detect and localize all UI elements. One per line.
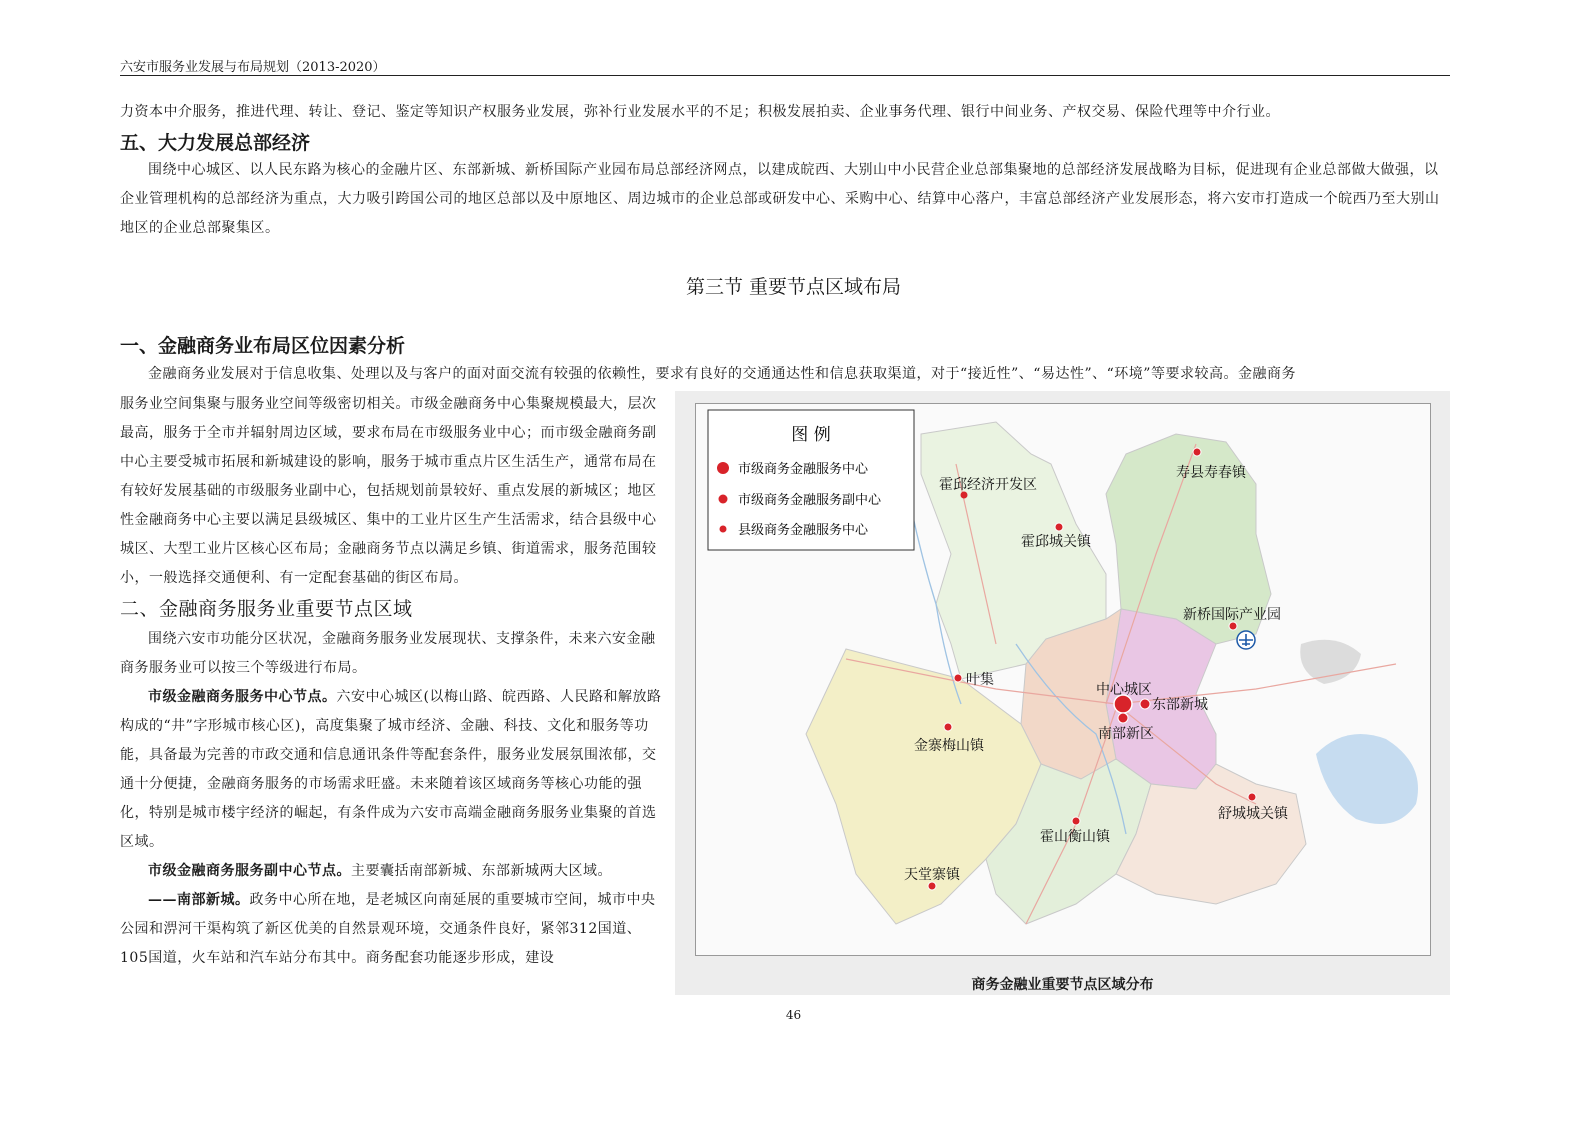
airport-icon (1237, 631, 1255, 649)
map-figure (675, 391, 1450, 995)
node-jinzhai (944, 723, 952, 731)
figure-caption: 商务金融业重要节点区域分布 (971, 977, 1154, 993)
heading-part2: 二、金融商务服务业重要节点区域 (120, 598, 413, 620)
label-center: 中心城区 (1096, 682, 1152, 698)
map-legend (708, 410, 914, 550)
running-header: 六安市服务业发展与布局规划（2013-2020） (120, 60, 386, 75)
legend-title: 图 例 (791, 425, 831, 445)
left-column (120, 390, 665, 973)
part2-paragraph-3 (120, 857, 665, 886)
part2-paragraph-2 (120, 683, 665, 857)
header-rule (120, 75, 1450, 76)
label-south: 南部新区 (1098, 726, 1154, 742)
node-shucheng (1248, 793, 1256, 801)
label-east: 东部新城 (1152, 697, 1208, 713)
label-shucheng: 舒城城关镇 (1218, 806, 1288, 822)
paragraph-5: 围绕中心城区、以人民东路为核心的金融片区、东部新城、新桥国际产业园布局总部经济网点，以建成皖西、大别山中小民营企业总部集聚地的总部经济发展战略为目标，促进现有企业总部做大做强，以企业管理机构的总部经济为重点，大力吸引跨国公司的地区总部以及中原地区、周边城市的企业总部或研发中心、采购中心、结算中心落户，丰富总部经济产业发展形态，将六安市打造成一个皖西乃至大别山地区的企业总部聚集区。 (120, 162, 1440, 236)
node-east-newtown (1140, 699, 1150, 709)
legend-item-1: 市级商务金融服务中心 (738, 462, 869, 477)
legend-marker-county-center (720, 526, 727, 533)
legend-marker-sub-center (719, 495, 728, 504)
part2-paragraph-1: 围绕六安市功能分区状况，金融商务服务业发展现状、支撑条件，未来六安金融商务服务业可以按三个等级进行布局。 (120, 631, 656, 676)
node-south-newtown (1118, 713, 1128, 723)
term-south-newtown: ——南部新城。 (148, 892, 250, 908)
node-huoqiu-town (1055, 523, 1063, 531)
legend-item-3: 县级商务金融服务中心 (738, 523, 869, 538)
node-shouxian (1193, 448, 1201, 456)
label-huoqiu-dev: 霍邱经济开发区 (939, 477, 1037, 493)
label-yeji: 叶集 (966, 672, 994, 688)
part1-lead-line: 金融商务业发展对于信息收集、处理以及与客户的面对面交流有较强的依赖性，要求有良好的交通通达性和信息获取渠道，对于“接近性”、“易达性”、“环境”等要求较高。金融商务 (148, 366, 1296, 382)
page-number: 46 (785, 1008, 802, 1022)
node-huoshan (1072, 817, 1080, 825)
term-city-center: 市级金融商务服务中心节点。 (148, 689, 337, 705)
term-sub-center: 市级金融商务服务副中心节点。 (148, 863, 351, 879)
label-huoqiu-town: 霍邱城关镇 (1021, 534, 1091, 550)
heading-5: 五、大力发展总部经济 (120, 132, 311, 154)
label-huoshan: 霍山衡山镇 (1040, 829, 1110, 845)
node-xinqiao (1229, 622, 1237, 630)
part2-paragraph-2-text: 六安中心城区(以梅山路、皖西路、人民路和解放路构成的“井”字形城市核心区)，高度集聚了城市经济、金融、科技、文化和服务等功能，具备最为完善的市政交通和信息通讯条件等配套条件，服务业发展氛围浓郁，交通十分便捷，金融商务服务的市场需求旺盛。未来随着该区域商务等核心功能的强化，特别是城市楼宇经济的崛起，有条件成为六安市高端金融商务服务业集聚的首选区域。 (120, 689, 662, 850)
carry-over-line: 力资本中介服务，推进代理、转让、登记、鉴定等知识产权服务业发展，弥补行业发展水平的不足；积极发展拍卖、企业事务代理、银行中间业务、产权交易、保险代理等中介行业。 (120, 104, 1280, 120)
heading-part1: 一、金融商务业布局区位因素分析 (120, 335, 406, 357)
map-svg (696, 404, 1430, 955)
legend-marker-city-center (717, 462, 729, 474)
section-title: 第三节 重要节点区域布局 (685, 276, 902, 298)
part2-paragraph-4-text: 政务中心所在地，是老城区向南延展的重要城市空间，城市中央公园和淠河干渠构筑了新区优美的自然景观环境，交通条件良好，紧邻312国道、105国道，火车站和汽车站分布其中。商务配套功能逐步形成，建设 (120, 892, 656, 966)
label-jinzhai: 金寨梅山镇 (914, 738, 984, 754)
part2-paragraph-3-text: 主要囊括南部新城、东部新城两大区域。 (351, 863, 612, 879)
label-tiantang: 天堂寨镇 (904, 867, 960, 883)
node-yeji (954, 674, 962, 682)
part1-body: 服务业空间集聚与服务业空间等级密切相关。市级金融商务中心集聚规模最大，层次最高，服务于全市并辐射周边区域，要求布局在市级服务业中心；而市级金融商务副中心主要受城市拓展和新城建设的影响，服务于城市重点片区生活生产，通常布局在有较好发展基础的市级服务业副中心，包括规划前景较好、重点发展的新城区；地区性金融商务中心主要以满足县级城区、集中的工业片区生产生活需求，结合县级中心城区、大型工业片区核心区布局；金融商务节点以满足乡镇、街道需求，服务范围较小，一般选择交通便利、有一定配套基础的街区布局。 (120, 396, 657, 586)
label-shouxian: 寿县寿春镇 (1176, 465, 1246, 481)
map-frame (695, 403, 1431, 956)
label-xinqiao: 新桥国际产业园 (1183, 607, 1281, 623)
legend-item-2: 市级商务金融服务副中心 (738, 493, 882, 508)
part2-paragraph-4 (120, 886, 665, 973)
node-tiantang (928, 882, 936, 890)
